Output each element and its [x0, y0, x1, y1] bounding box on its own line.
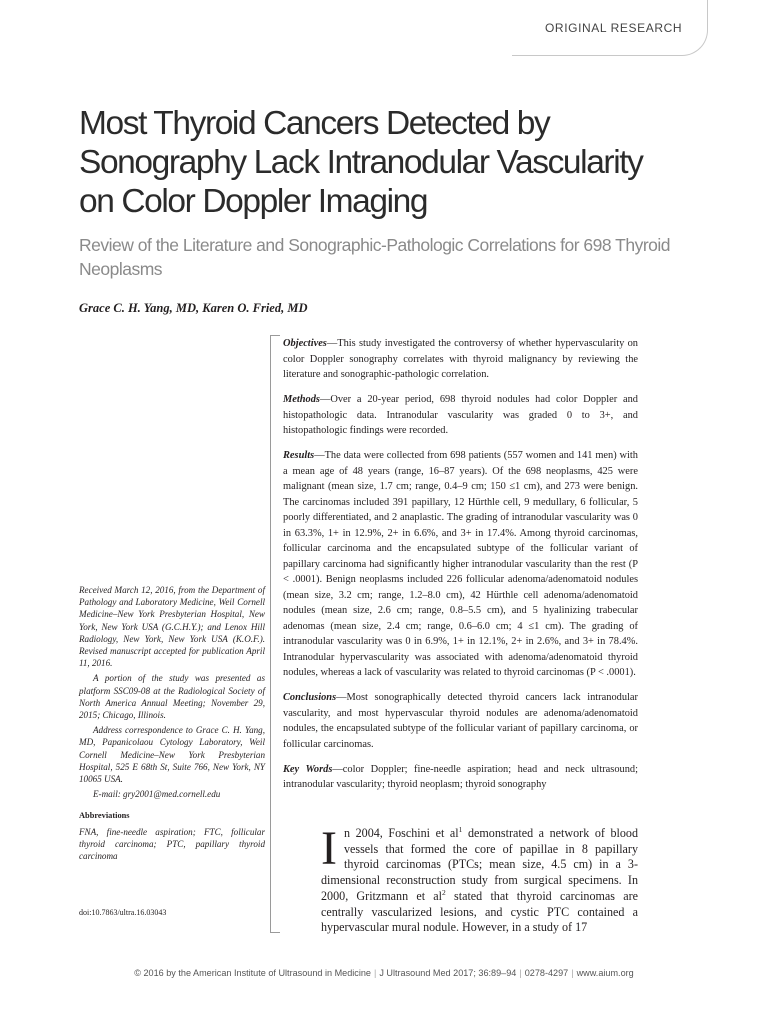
- footer-copyright: © 2016 by the American Institute of Ultrasound in Medicine: [134, 968, 371, 978]
- page-footer: [0, 968, 768, 978]
- keywords-text: —color Doppler; fine-needle aspiration; head and neck ultrasound; intranodular vascularity; thyroid neoplasm; thyroid sonography: [283, 763, 638, 790]
- article-title: Most Thyroid Cancers Detected by Sonography Lack Intranodular Vascularity on Color Doppler Imaging: [79, 105, 643, 220]
- intro-part-2: demonstrated a network of blood vessels that formed the core of papillae in 8 papillary thyroid carcinomas (PTCs; mean size, 4.5 cm) in a 3-dimensional reconstruction study from surgical specimens. In 2000, Gritzmann et al: [321, 826, 639, 903]
- abstract-methods: [283, 392, 638, 439]
- body-text: [321, 822, 639, 936]
- abstract: [283, 336, 638, 802]
- footer-journal: J Ultrasound Med 2017; 36:89–94: [379, 968, 517, 978]
- objectives-text: —This study investigated the controversy of whether hypervascularity on color Doppler sonography correlates with thyroid malignancy by reviewing the literature and sonographic-pathologic correlation.: [283, 338, 638, 380]
- footer-separator: |: [373, 968, 377, 978]
- footer-url[interactable]: www.aium.org: [576, 968, 634, 978]
- abstract-keywords: [283, 762, 638, 793]
- intro-paragraph: [321, 822, 639, 936]
- footer-separator: |: [571, 968, 574, 978]
- results-text: —The data were collected from 698 patients (557 women and 141 men) with a mean age of 48 years (range, 16–87 years). Of the 698 neoplasms, 425 were malignant (mean size, 1.7 cm; range, 0.4–9 cm; 150 ≤1 cm), and 273 were benign. The carcinomas included 391 papillary, 12 Hürthle cell, 9 medullary, 6 follicular, 5 poorly differentiated, and 2 anaplastic. The grading of intranodular vascularity was 0 in 63.3%, 1+ in 12.9%, 2+ in 6.6%, and 3+ in 17.4%. Among thyroid carcinomas, follicular carcinoma and the encapsulated subtype of the follicular variant of papillary carcinoma had significantly higher intranodular vascularity than the rest (P < .0001). Benign neoplasms included 226 follicular adenoma/adenomatoid nodules (mean size, 3.2 cm; range, 1.2–8.0 cm), 42 Hürthle cell adenoma/adenomatoid nodules (mean size, 2.6 cm; range, 0.8–5.5 cm), and 5 hyalinizing trabecular adenomas (mean size, 2.4 cm; range, 0.6–6.0 cm; 4 ≤1 cm). The grading of intranodular vascularity was 0 in 6.9%, 1+ in 12.1%, 2+ in 2.6%, and 3+ in 78.4%. Intranodular hypervascularity was associated with adenoma/adenomatoid thyroid nodules, whereas a lack of vascularity was related to thyroid carcinomas (P < .0001).: [283, 450, 638, 678]
- methods-text: —Over a 20-year period, 698 thyroid nodules had color Doppler and histopathologic data. Intranodular vascularity was graded 0 to 3+, and histopathologic findings were recorded.: [283, 394, 638, 436]
- objectives-heading: Objectives: [283, 338, 327, 349]
- footer-issn: 0278-4297: [524, 968, 569, 978]
- article-authors: Grace C. H. Yang, MD, Karen O. Fried, MD: [79, 301, 308, 315]
- reference-1[interactable]: 1: [458, 824, 463, 834]
- reference-2[interactable]: 2: [442, 887, 446, 897]
- conclusions-heading: Conclusions: [283, 692, 337, 703]
- abstract-objectives: [283, 336, 638, 383]
- abstract-conclusions: [283, 690, 638, 752]
- received-note: Received March 12, 2016, from the Department of Pathology and Laboratory Medicine, Weil Cornell Medicine–New York Presbyterian Hospital, New York, New York USA (G.C.H.Y.); and Lenox Hill Radiology, New York, New York USA (K.O.F.). Revised manuscript accepted for publication April 11, 2016.: [79, 585, 265, 669]
- abbreviations-text: FNA, fine-needle aspiration; FTC, follicular thyroid carcinoma; PTC, papillary thyroid carcinoma: [79, 826, 265, 862]
- drop-cap: I: [321, 822, 337, 875]
- abstract-results: [283, 448, 638, 681]
- article-notes: [79, 584, 265, 865]
- article-subtitle: Review of the Literature and Sonographic-Pathologic Correlations for 698 Thyroid Neoplasms: [79, 235, 671, 279]
- presented-note: A portion of the study was presented as platform SSC09-08 at the Radiological Society of North America Annual Meeting; November 29, 2015; Chicago, Illinois.: [79, 673, 265, 721]
- section-label: ORIGINAL RESEARCH: [545, 21, 683, 35]
- intro-part-3: stated that thyroid carcinomas are centrally vascularized lesions, and cystic PTC contained a hypervascular mural nodule. However, in a study of 17: [321, 888, 638, 935]
- results-heading: Results: [283, 450, 315, 461]
- methods-heading: Methods: [283, 394, 320, 405]
- keywords-heading: Key Words: [283, 763, 333, 775]
- conclusions-text: —Most sonographically detected thyroid cancers lack intranodular vascularity, and most hypervascular thyroid nodules are adenoma/adenomatoid nodules, the encapsulated subtype of the follicular variant of papillary carcinoma, or follicular carcinomas.: [283, 692, 638, 750]
- abbreviations-heading: Abbreviations: [79, 811, 130, 821]
- intro-part-1: n 2004, Foschini et al: [343, 826, 459, 840]
- doi[interactable]: doi:10.7863/ultra.16.03043: [79, 908, 167, 917]
- address-note: Address correspondence to Grace C. H. Yang, MD, Papanicolaou Cytology Laboratory, Weil Cornell Medicine–New York Presbyterian Hospital, 525 E 68th St, Suite 766, New York, NY 10065 USA.: [79, 725, 265, 785]
- footer-separator: |: [519, 968, 522, 978]
- abstract-bracket: [270, 335, 280, 933]
- email-note[interactable]: E-mail: gry2001@med.cornell.edu: [93, 789, 221, 800]
